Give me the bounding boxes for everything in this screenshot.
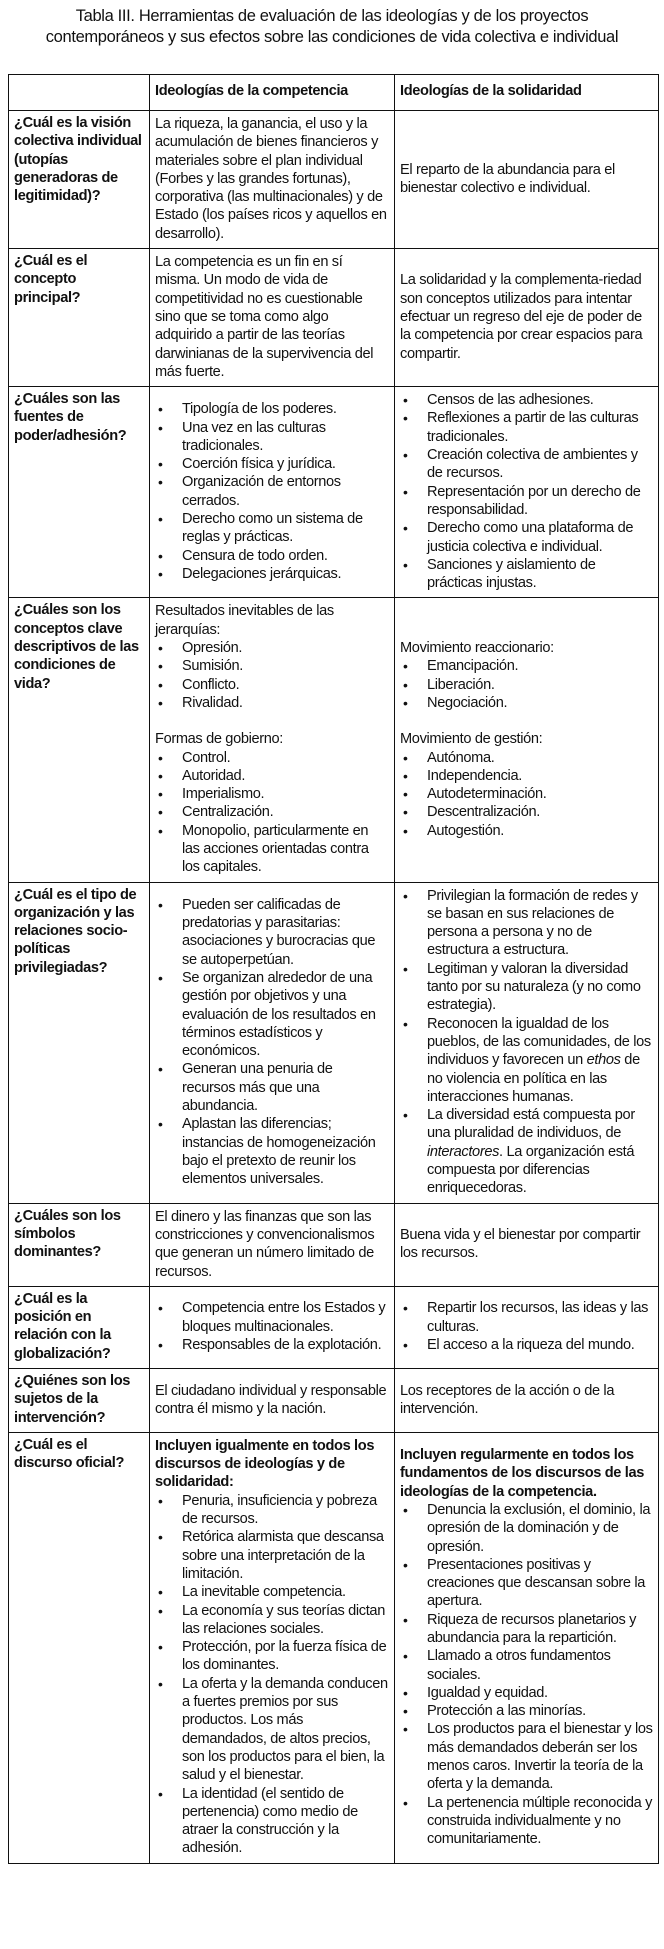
cell-solidaridad <box>395 882 659 1203</box>
bullet-list <box>155 896 389 1189</box>
list-item: • Retórica alarmista que descansa sobre una interpretación de la limitación. <box>155 1528 389 1583</box>
list-item: • La inevitable competencia. <box>155 1583 389 1601</box>
list-item: • Rivalidad. <box>155 694 389 712</box>
table-row <box>9 1432 659 1863</box>
text-segment: La diversidad está compuesta por una pluralidad de individuos, de <box>427 1107 635 1142</box>
list-item: • La pertenencia múltiple reconocida y construida individualmente y no comunitariamente. <box>400 1794 653 1849</box>
cell-text: La solidaridad y la complementa-riedad son conceptos utilizados para intentar efectuar un regreso del eje de poder de la competencia por crear espacios para compartir. <box>400 272 643 362</box>
table-row <box>9 598 659 882</box>
table-row <box>9 387 659 598</box>
cell-text: Los receptores de la acción o de la intervención. <box>400 1382 615 1417</box>
bullet-list <box>400 1501 653 1849</box>
row-question: ¿Cuál es el discurso oficial? <box>9 1432 150 1863</box>
table-row <box>9 1286 659 1368</box>
list-item: • Llamado a otros fundamentos sociales. <box>400 1647 653 1684</box>
italic-term: interactores <box>427 1143 500 1160</box>
list-item: • Privilegian la formación de redes y se basan en sus relaciones de persona a persona y no de estructura a estructura. <box>400 887 653 960</box>
list-item: • Independencia. <box>400 767 653 785</box>
cell-competencia <box>150 1432 395 1863</box>
bullet-list <box>400 749 653 840</box>
list-item: • Legitiman y valoran la diversidad tanto por su naturaleza (y no como estrategia). <box>400 960 653 1015</box>
spacer <box>400 712 653 730</box>
list-item: • Aplastan las diferencias; instancias de homogeneización bajo el pretexto de reunir los elementos universales. <box>155 1115 389 1188</box>
list-item: • Tipología de los poderes. <box>155 400 389 418</box>
list-item <box>400 1015 653 1106</box>
caption-line-2: contemporáneos y sus efectos sobre las condiciones de vida colectiva e individual <box>45 28 619 46</box>
table-row <box>9 249 659 387</box>
cell-bold-intro: Incluyen igualmente en todos los discursos de ideologías y de solidaridad: <box>155 1437 375 1491</box>
row-question: ¿Cuáles son los símbolos dominantes? <box>9 1203 150 1286</box>
bullet-list <box>155 749 389 877</box>
cell-solidaridad <box>395 1286 659 1368</box>
cell-text: Resultados inevitables de las jerarquías: <box>155 603 334 638</box>
list-item: • Riqueza de recursos planetarios y abundancia para la repartición. <box>400 1611 653 1648</box>
list-item: • Derecho como una plataforma de justicia colectiva e individual. <box>400 519 653 556</box>
table-row <box>9 1203 659 1286</box>
list-item: • Derecho como un sistema de reglas y prácticas. <box>155 510 389 547</box>
italic-term: ethos <box>586 1052 621 1069</box>
row-question: ¿Cuál es la posición en relación con la globalización? <box>9 1286 150 1368</box>
list-item: • Presentaciones positivas y creaciones que descansan sobre la apertura. <box>400 1556 653 1611</box>
list-item: • Creación colectiva de ambientes y de recursos. <box>400 446 653 483</box>
cell-solidaridad <box>395 1203 659 1286</box>
caption-line-1: Tabla III. Herramientas de evaluación de las ideologías y de los proyectos <box>75 7 589 25</box>
list-item: • Liberación. <box>400 676 653 694</box>
list-item: • Denuncia la exclusión, el dominio, la opresión de la dominación y de opresión. <box>400 1501 653 1556</box>
list-item: • Se organizan alrededor de una gestión por objetivos y una evaluación de los resultados en términos estadísticos y económicos. <box>155 969 389 1060</box>
list-item: • Centralización. <box>155 803 389 821</box>
text-segment: Reconocen la igualdad de los pueblos, de las comunidades, de los individuos y favorecen un <box>427 1015 651 1069</box>
row-question: ¿Cuál es la visión colectiva individual (utopías generadoras de legitimidad)? <box>9 111 150 249</box>
list-item: • Penuria, insuficiencia y pobreza de recursos. <box>155 1492 389 1529</box>
row-question: ¿Cuál es el tipo de organización y las relaciones socio-políticas privilegiadas? <box>9 882 150 1203</box>
spacer <box>155 712 389 730</box>
evaluation-table <box>8 74 659 1864</box>
list-item: • Censos de las adhesiones. <box>400 391 653 409</box>
cell-text: Buena vida y el bienestar por compartir los recursos. <box>400 1226 641 1262</box>
cell-text: Movimiento reaccionario: <box>400 640 554 657</box>
cell-text: El reparto de la abundancia para el bienestar colectivo e individual. <box>400 161 615 197</box>
list-item: • Igualdad y equidad. <box>400 1684 653 1702</box>
cell-competencia <box>150 1286 395 1368</box>
header-competencia: Ideologías de la competencia <box>150 75 395 111</box>
list-item: • Coerción física y jurídica. <box>155 455 389 473</box>
text-segment: de no violencia en política en las interacciones humanas. <box>427 1052 640 1105</box>
cell-solidaridad <box>395 1369 659 1433</box>
list-item: • Emancipación. <box>400 657 653 675</box>
list-item: • Autodeterminación. <box>400 785 653 803</box>
list-item: • Negociación. <box>400 694 653 712</box>
cell-solidaridad <box>395 111 659 249</box>
cell-text: La riqueza, la ganancia, el uso y la acumulación de bienes financieros y materiales sobre el plan individual (Forbes y las grandes fortunas), corporativa (las multinacionales) y de Estado (los países ricos y aquellos en desarrollo). <box>155 116 387 242</box>
cell-competencia <box>150 111 395 249</box>
cell-text: El ciudadano individual y responsable contra él mismo y la nación. <box>155 1382 387 1417</box>
list-item: • La oferta y la demanda conducen a fuertes premios por sus productos. Los más demandados, de altos precios, son los productos para el bien, la salud y el bienestar. <box>155 1675 389 1785</box>
list-item: • Censura de todo orden. <box>155 547 389 565</box>
table-row <box>9 1369 659 1433</box>
list-item: • Delegaciones jerárquicas. <box>155 565 389 583</box>
cell-competencia <box>150 598 395 882</box>
list-item: • Autónoma. <box>400 749 653 767</box>
bullet-list <box>155 639 389 712</box>
cell-competencia <box>150 1369 395 1433</box>
bullet-list <box>400 1299 653 1354</box>
list-item: • Protección, por la fuerza física de los dominantes. <box>155 1638 389 1675</box>
bullet-list <box>155 1492 389 1858</box>
row-question: ¿Cuál es el concepto principal? <box>9 249 150 387</box>
cell-competencia <box>150 249 395 387</box>
list-item: • La economía y sus teorías dictan las relaciones sociales. <box>155 1602 389 1639</box>
cell-solidaridad <box>395 1432 659 1863</box>
cell-competencia <box>150 882 395 1203</box>
bullet-list <box>155 400 389 583</box>
list-item: • Descentralización. <box>400 803 653 821</box>
cell-text: El dinero y las finanzas que son las constricciones y convencionalismos que generan un número limitado de recursos. <box>155 1208 375 1280</box>
cell-text: La competencia es un fin en sí misma. Un modo de vida de competitividad no es cuestionable sino que se toma como algo adquirido a partir de las teorías darwinianas de la supervivencia del más fuerte. <box>155 254 374 380</box>
cell-bold-intro: Incluyen regularmente en todos los fundamentos de los discursos de las ideologías de la competencia. <box>400 1447 645 1500</box>
list-item: • Opresión. <box>155 639 389 657</box>
list-item: • Control. <box>155 749 389 767</box>
header-solidaridad: Ideologías de la solidaridad <box>395 75 659 111</box>
cell-competencia <box>150 387 395 598</box>
list-item: • Organización de entornos cerrados. <box>155 473 389 510</box>
list-item: • Una vez en las culturas tradicionales. <box>155 419 389 456</box>
cell-solidaridad <box>395 249 659 387</box>
list-item: • Generan una penuria de recursos más que una abundancia. <box>155 1060 389 1115</box>
row-question: ¿Quiénes son los sujetos de la intervención? <box>9 1369 150 1433</box>
list-item: • Responsables de la explotación. <box>155 1336 389 1354</box>
list-item: • Sumisión. <box>155 657 389 675</box>
bullet-list <box>400 887 653 1198</box>
bullet-list <box>155 1299 389 1354</box>
list-item: • Autoridad. <box>155 767 389 785</box>
bullet-list <box>400 391 653 592</box>
list-item: • Autogestión. <box>400 822 653 840</box>
list-item: • Los productos para el bienestar y los más demandados deberán ser los menos caros. Invertir la teoría de la oferta y la demanda. <box>400 1720 653 1793</box>
cell-solidaridad <box>395 387 659 598</box>
table-caption <box>0 0 664 48</box>
bullet-list <box>400 657 653 712</box>
list-item <box>400 1106 653 1197</box>
header-empty <box>9 75 150 111</box>
row-question: ¿Cuáles son las fuentes de poder/adhesión? <box>9 387 150 598</box>
list-item: • Monopolio, particularmente en las acciones orientadas contra los capitales. <box>155 822 389 877</box>
list-item: • Pueden ser calificadas de predatorias y parasitarias: asociaciones y burocracias que se autoperpetúan. <box>155 896 389 969</box>
row-question: ¿Cuáles son los conceptos clave descriptivos de las condiciones de vida? <box>9 598 150 882</box>
cell-competencia <box>150 1203 395 1286</box>
cell-text: Formas de gobierno: <box>155 731 284 748</box>
list-item: • Sanciones y aislamiento de prácticas injustas. <box>400 556 653 593</box>
list-item: • Conflicto. <box>155 676 389 694</box>
list-item: • Protección a las minorías. <box>400 1702 653 1720</box>
list-item: • Imperialismo. <box>155 785 389 803</box>
cell-solidaridad <box>395 598 659 882</box>
cell-text: Movimiento de gestión: <box>400 731 543 748</box>
list-item: • El acceso a la riqueza del mundo. <box>400 1336 653 1354</box>
table-row <box>9 882 659 1203</box>
list-item: • La identidad (el sentido de pertenencia) como medio de atraer la construcción y la adhesión. <box>155 1785 389 1858</box>
list-item: • Reflexiones a partir de las culturas tradicionales. <box>400 409 653 446</box>
table-row <box>9 111 659 249</box>
list-item: • Representación por un derecho de responsabilidad. <box>400 483 653 520</box>
header-row <box>9 75 659 111</box>
list-item: • Repartir los recursos, las ideas y las culturas. <box>400 1299 653 1336</box>
list-item: • Competencia entre los Estados y bloques multinacionales. <box>155 1299 389 1336</box>
text-segment: . La organización está compuesta por diferencias enriquecedoras. <box>427 1143 635 1197</box>
